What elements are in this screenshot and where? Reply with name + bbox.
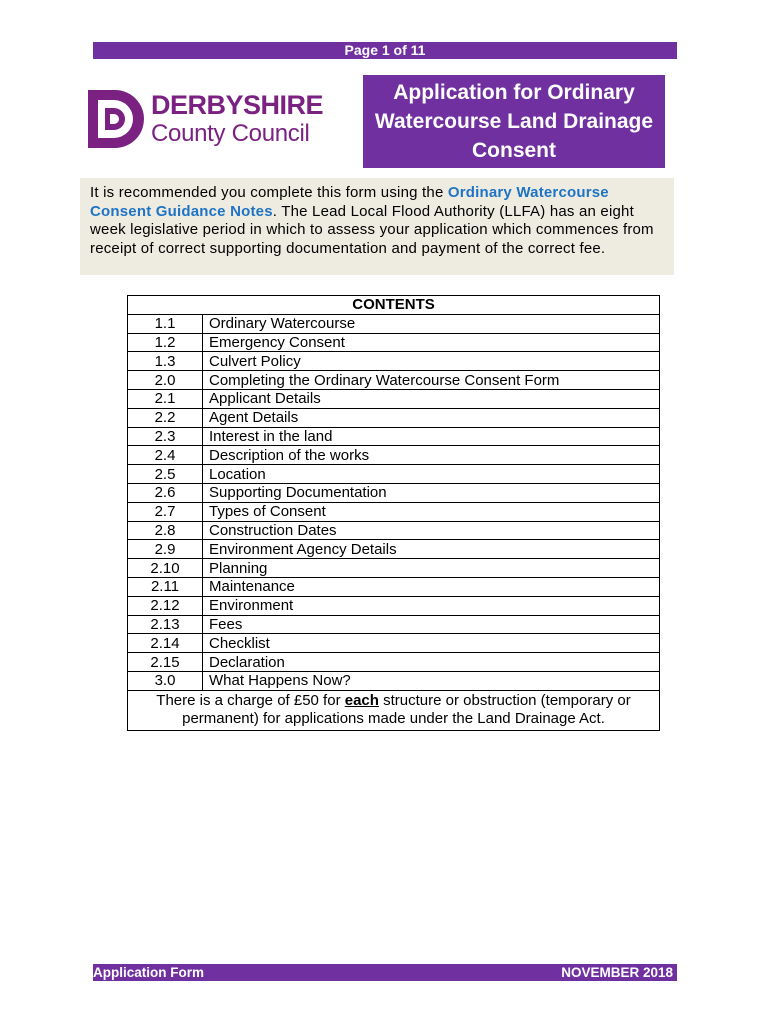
contents-section-number: 2.1 — [128, 389, 203, 408]
contents-row — [128, 634, 660, 653]
fee-note-before: There is a charge of £50 for — [156, 691, 345, 709]
contents-row — [128, 333, 660, 352]
contents-heading-row — [128, 296, 660, 315]
contents-section-number: 1.1 — [128, 314, 203, 333]
contents-section-title: Agent Details — [203, 408, 660, 427]
contents-row — [128, 577, 660, 596]
contents-section-title: Construction Dates — [203, 521, 660, 540]
contents-section-number: 3.0 — [128, 671, 203, 690]
contents-row — [128, 596, 660, 615]
contents-section-title: Applicant Details — [203, 389, 660, 408]
contents-section-title: Maintenance — [203, 577, 660, 596]
contents-section-title: Interest in the land — [203, 427, 660, 446]
contents-row — [128, 615, 660, 634]
fee-note-row — [128, 690, 660, 730]
logo-subtitle: County Council — [151, 120, 310, 147]
contents-section-number: 2.0 — [128, 371, 203, 390]
contents-row — [128, 521, 660, 540]
contents-section-title: What Happens Now? — [203, 671, 660, 690]
footer-bar — [93, 964, 677, 981]
contents-section-number: 2.10 — [128, 559, 203, 578]
contents-section-number: 2.6 — [128, 483, 203, 502]
contents-row — [128, 446, 660, 465]
intro-paragraph — [80, 178, 674, 275]
fee-note-after: structure or obstruction (temporary or permanent) for applications made under the Land Drainage Act. — [182, 691, 631, 728]
intro-text-before: It is recommended you complete this form using the — [90, 184, 448, 201]
contents-row — [128, 540, 660, 559]
contents-section-title: Location — [203, 465, 660, 484]
contents-section-number: 2.7 — [128, 502, 203, 521]
contents-section-number: 2.13 — [128, 615, 203, 634]
contents-section-title: Types of Consent — [203, 502, 660, 521]
derbyshire-d-icon — [85, 88, 147, 150]
contents-section-number: 2.4 — [128, 446, 203, 465]
contents-section-title: Completing the Ordinary Watercourse Consent Form — [203, 371, 660, 390]
contents-section-title: Declaration — [203, 653, 660, 672]
derbyshire-logo — [85, 88, 335, 150]
footer-date: NOVEMBER 2018 — [561, 965, 673, 980]
form-title: Application for Ordinary Watercourse Land Drainage Consent — [374, 81, 654, 162]
page-indicator: Page 1 of 11 — [93, 42, 677, 59]
contents-row — [128, 408, 660, 427]
contents-section-number: 2.5 — [128, 465, 203, 484]
contents-row — [128, 314, 660, 333]
contents-section-number: 2.3 — [128, 427, 203, 446]
contents-row — [128, 502, 660, 521]
contents-section-number: 2.11 — [128, 577, 203, 596]
guidance-notes-link[interactable]: Ordinary Watercourse Consent Guidance Notes — [90, 184, 609, 220]
intro-text-after: . The Lead Local Flood Authority (LLFA) has an eight week legislative period in which to assess your application which commences from receipt of correct supporting documentation and payment of the correct fee. — [90, 202, 654, 257]
contents-section-title: Description of the works — [203, 446, 660, 465]
contents-section-title: Checklist — [203, 634, 660, 653]
form-title-box — [363, 75, 665, 168]
contents-section-title: Supporting Documentation — [203, 483, 660, 502]
contents-section-number: 2.15 — [128, 653, 203, 672]
contents-row — [128, 671, 660, 690]
contents-row — [128, 559, 660, 578]
contents-section-title: Environment Agency Details — [203, 540, 660, 559]
contents-section-title: Planning — [203, 559, 660, 578]
contents-section-number: 2.2 — [128, 408, 203, 427]
contents-row — [128, 483, 660, 502]
contents-section-title: Environment — [203, 596, 660, 615]
contents-table — [127, 295, 660, 731]
contents-section-number: 1.3 — [128, 352, 203, 371]
contents-section-number: 2.9 — [128, 540, 203, 559]
contents-row — [128, 371, 660, 390]
contents-row — [128, 427, 660, 446]
contents-section-title: Emergency Consent — [203, 333, 660, 352]
contents-section-number: 2.12 — [128, 596, 203, 615]
fee-note-emphasis: each — [344, 691, 379, 709]
fee-note — [128, 690, 660, 730]
contents-row — [128, 653, 660, 672]
contents-row — [128, 352, 660, 371]
contents-section-number: 1.2 — [128, 333, 203, 352]
contents-row — [128, 389, 660, 408]
contents-section-title: Culvert Policy — [203, 352, 660, 371]
contents-section-number: 2.8 — [128, 521, 203, 540]
contents-row — [128, 465, 660, 484]
contents-heading: CONTENTS — [128, 296, 660, 315]
logo-name: DERBYSHIRE — [151, 90, 324, 120]
contents-section-title: Ordinary Watercourse — [203, 314, 660, 333]
footer-form-label: Application Form — [93, 965, 204, 980]
contents-section-number: 2.14 — [128, 634, 203, 653]
contents-section-title: Fees — [203, 615, 660, 634]
